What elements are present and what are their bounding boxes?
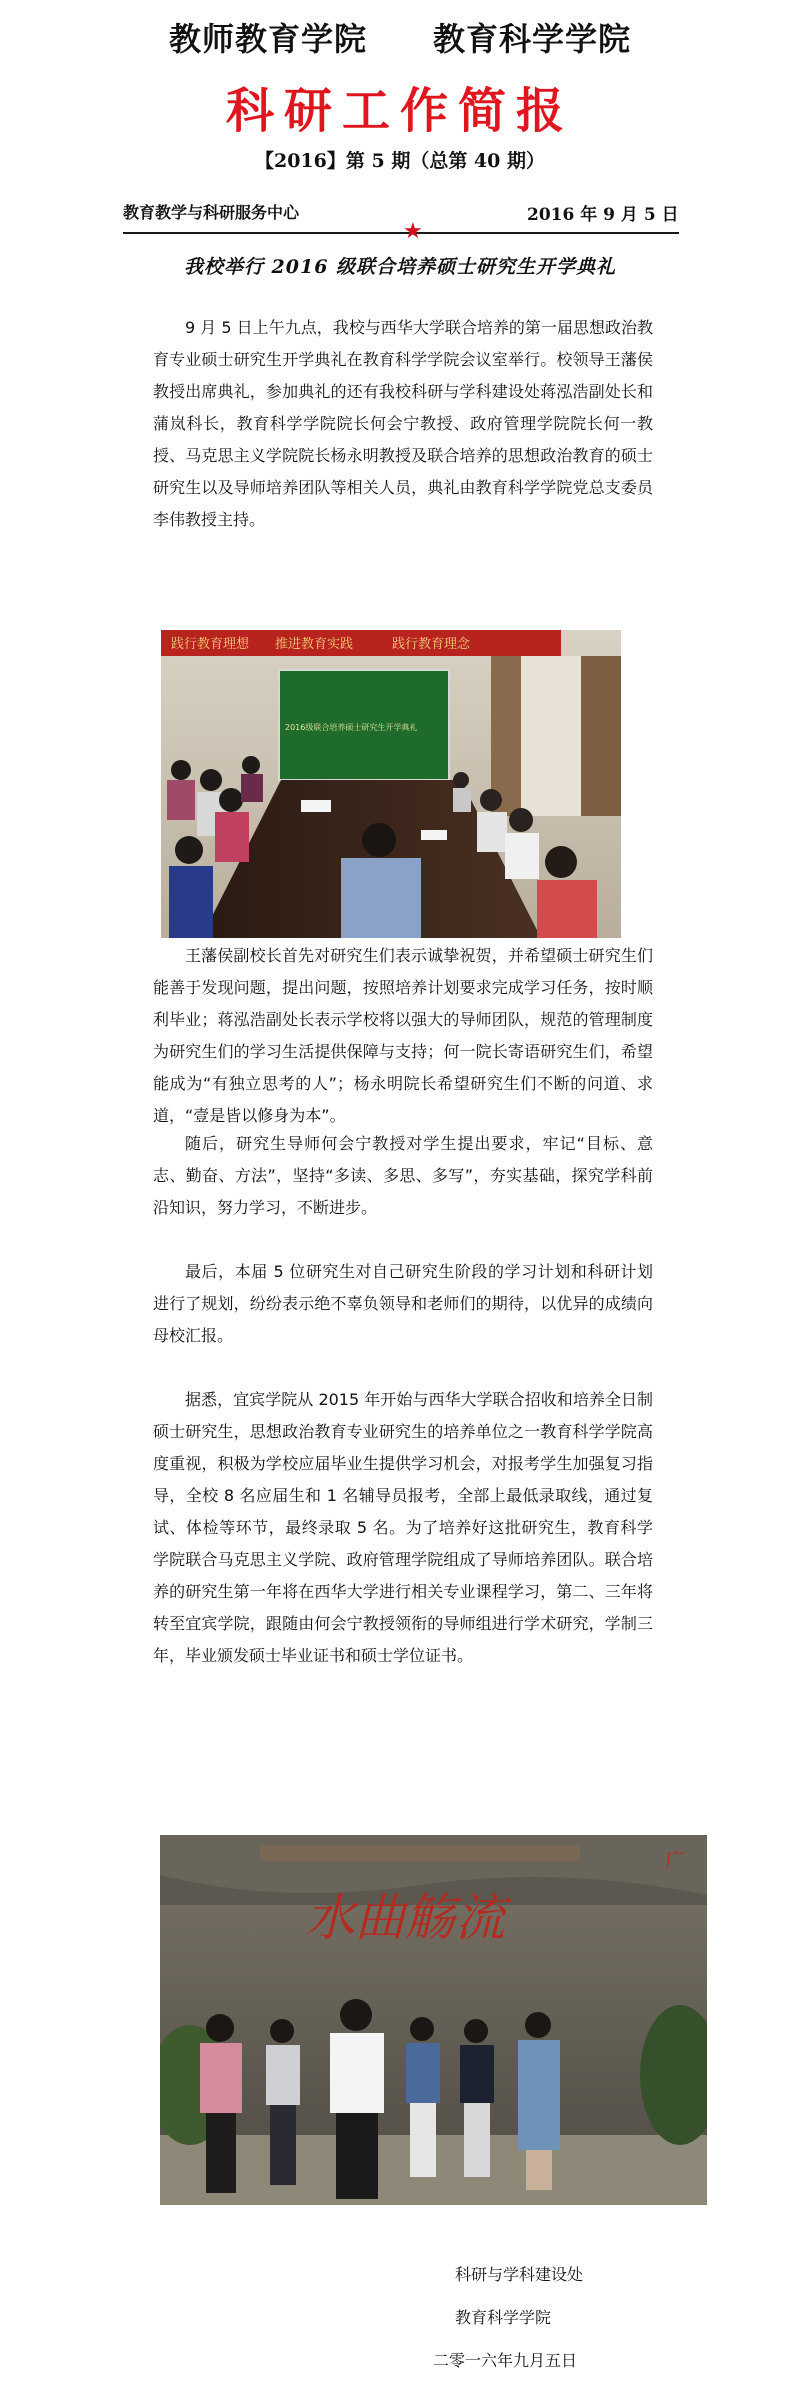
header-divider xyxy=(123,232,679,234)
issue-number: 【2016】第 5 期（总第 40 期） xyxy=(254,150,545,172)
article-paragraph-2: 王藩侯副校长首先对研究生们表示诚挚祝贺，并希望硕士研究生们能善于发现问题，提出问题，按照培养计划要求完成学习任务，按时顺利毕业；蒋泓浩副处长表示学校将以强大的导师团队，规范的管理制度为研究生们的学习生活提供保障与支持；何一院长寄语研究生们，希望能成为“有独立思考的人”；杨永明院长希望研究生们不断的问道、求道，“壹是皆以修身为本”。 xyxy=(153,946,653,1125)
article-paragraph-1: 9 月 5 日上午九点，我校与西华大学联合培养的第一届思想政治教育专业硕士研究生开学典礼在教育科学学院会议室举行。校领导王藩侯教授出席典礼，参加典礼的还有我校科研与学科建设处蒋泓浩副处长和蒲岚科长，教育科学学院院长何会宁教授、政府管理学院院长何一教授、马克思主义学院院长杨永明教授及联合培养的思想政治教育的硕士研究生以及导师培养团队等相关人员，典礼由教育科学学院党总支委员李伟教授主持。 xyxy=(153,318,653,529)
photo-screen-text: 2016级联合培养硕士研究生开学典礼 xyxy=(285,723,418,732)
star-icon: ★ xyxy=(403,219,423,244)
group-photo xyxy=(160,1835,707,2205)
publisher: 教育教学与科研服务中心 xyxy=(123,203,300,222)
footer-office: 科研与学科建设处 xyxy=(455,2265,584,2284)
article-paragraph-5: 据悉，宜宾学院从 2015 年开始与西华大学联合招收和培养全日制硕士研究生，思想政治教育专业研究生的培养单位之一教育科学学院高度重视，积极为学校应届毕业生提供学习机会，对报考学生加强复习指导，全校 8 名应届生和 1 名辅导员报考，全部上最低录取线，通过复试、体检等环节，最终录取 5 名。为了培养好这批研究生，教育科学学院联合马克思主义学院、政府管理学院组成了导师培养团队。联合培养的研究生第一年将在西华大学进行相关专业课程学习，第二、三年将转至宜宾学院，跟随由何会宁教授领衔的导师组进行学术研究，学制三年，毕业颁发硕士毕业证书和硕士学位证书。 xyxy=(153,1390,653,1665)
newsletter-banner: 科研工作简报 xyxy=(225,83,574,139)
rock-side-char: 广 xyxy=(665,1848,685,1872)
article-paragraph-4: 最后，本届 5 位研究生对自己研究生阶段的学习计划和科研计划进行了规划，纷纷表示绝不辜负领导和老师们的期待，以优异的成绩向母校汇报。 xyxy=(153,1262,653,1345)
institution-title: 教师教育学院 教育科学学院 xyxy=(168,20,631,58)
footer-date: 二零一六年九月五日 xyxy=(433,2351,578,2370)
rock-inscription: 水曲觞流 xyxy=(305,1889,505,1947)
footer-college: 教育科学学院 xyxy=(455,2308,552,2327)
article-title: 我校举行 2016 级联合培养硕士研究生开学典礼 xyxy=(183,256,617,278)
publish-date: 2016 年 9 月 5 日 xyxy=(527,205,679,225)
article-paragraph-3: 随后，研究生导师何会宁教授对学生提出要求，牢记“目标、意志、勤奋、方法”，坚持“多读、多思、多写”，夯实基础，探究学科前沿知识，努力学习，不断进步。 xyxy=(153,1134,653,1217)
ceremony-photo xyxy=(161,630,621,938)
photo-banner-text: 践行教育理想 推进教育实践 践行教育理念 xyxy=(171,637,471,652)
